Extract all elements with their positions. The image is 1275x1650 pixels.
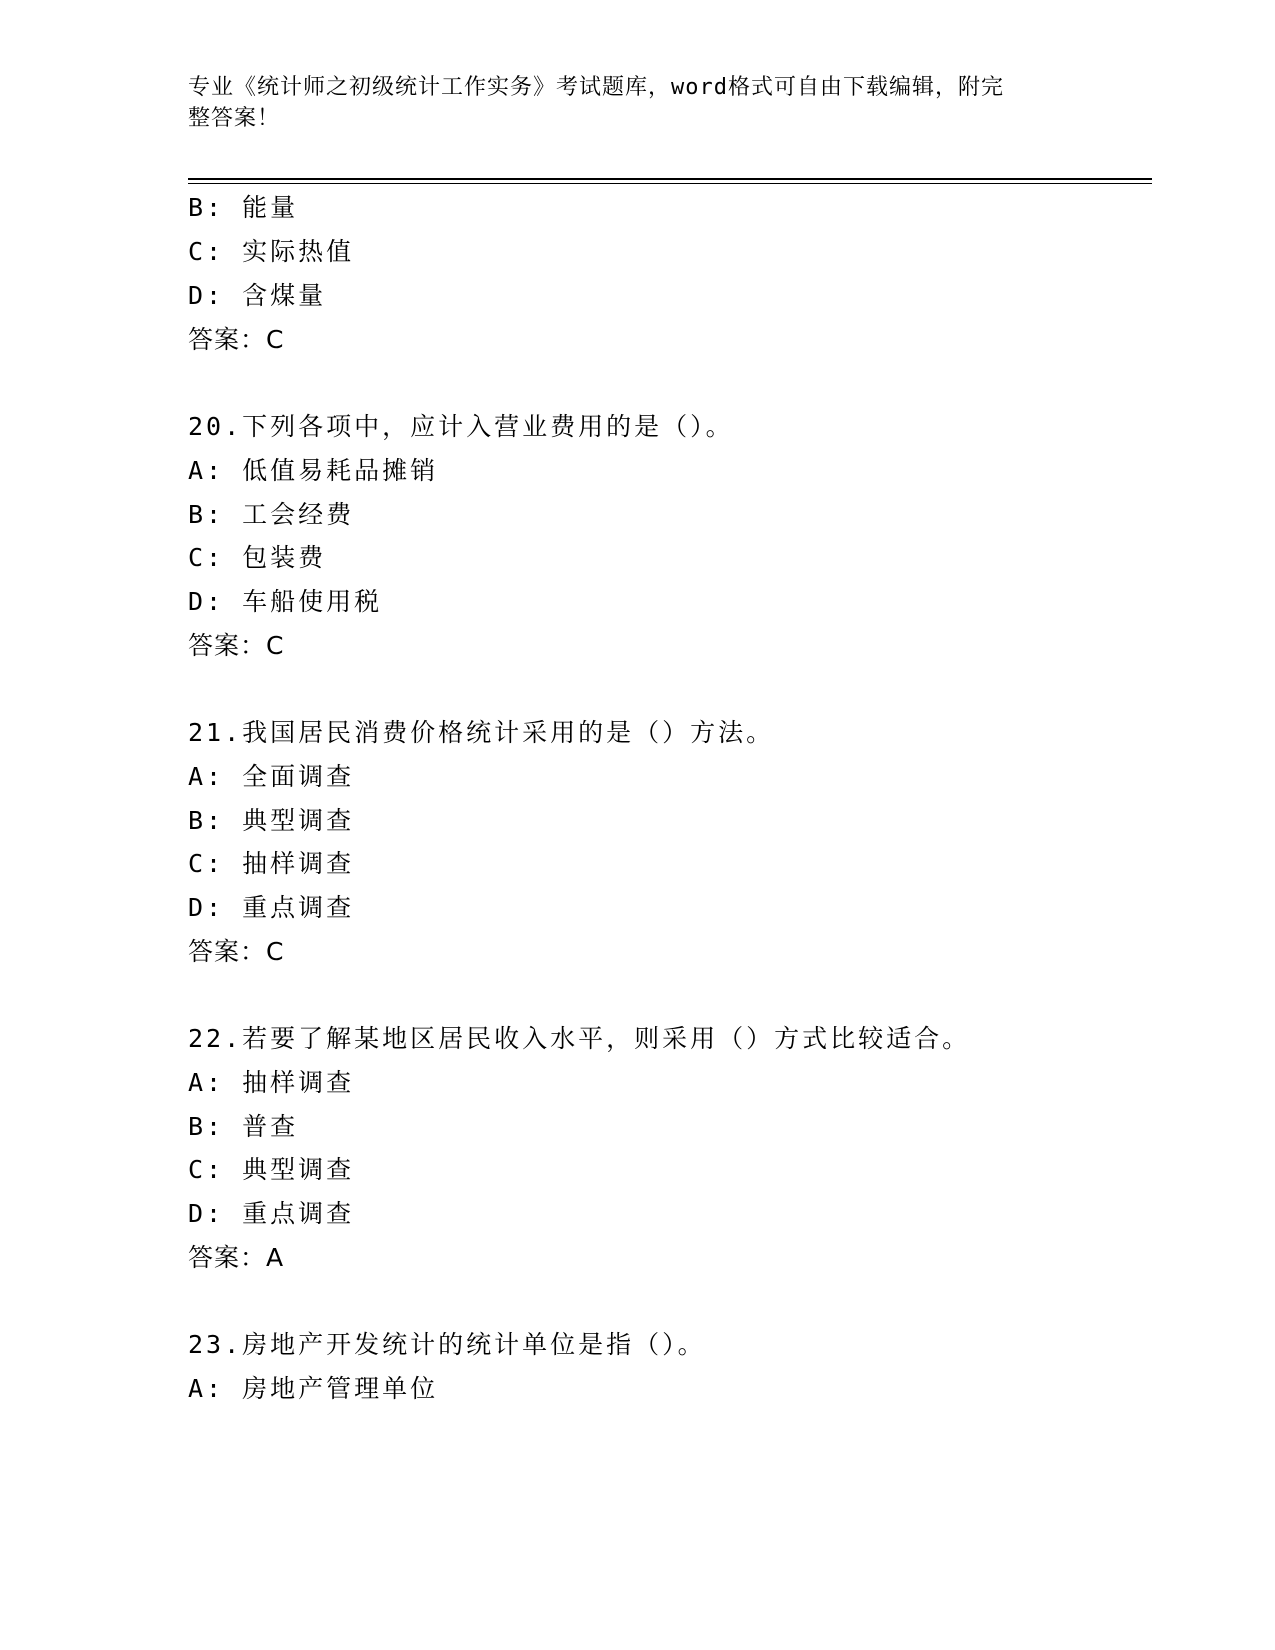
q22-option-a: A: 抽样调查 <box>188 1068 355 1097</box>
q20-option-a: A: 低值易耗品摊销 <box>188 456 439 485</box>
header-line-1: 专业《统计师之初级统计工作实务》考试题库，word格式可自由下载编辑，附完 <box>188 75 1004 100</box>
q22-option-d: D: 重点调查 <box>188 1199 355 1228</box>
q20-option-c: C: 包装费 <box>188 543 327 572</box>
q19-answer: 答案：C <box>188 325 285 354</box>
q22-question: 22.若要了解某地区居民收入水平，则采用（）方式比较适合。 <box>188 1024 971 1053</box>
q21-option-d: D: 重点调查 <box>188 893 355 922</box>
q21-option-c: C: 抽样调查 <box>188 849 355 878</box>
q19-option-d: D: 含煤量 <box>188 281 327 310</box>
q21-option-b: B: 典型调查 <box>188 806 355 835</box>
header-line-2: 整答案！ <box>188 106 281 131</box>
q20-question: 20.下列各项中，应计入营业费用的是（）。 <box>188 412 734 441</box>
q20-answer: 答案：C <box>188 631 285 660</box>
q20-option-d: D: 车船使用税 <box>188 587 383 616</box>
q23-option-a: A: 房地产管理单位 <box>188 1374 439 1403</box>
q21-answer: 答案：C <box>188 937 285 966</box>
document-header <box>188 72 1068 134</box>
q21-question: 21.我国居民消费价格统计采用的是（）方法。 <box>188 718 775 747</box>
q23-question: 23.房地产开发统计的统计单位是指（）。 <box>188 1330 706 1359</box>
q22-option-b: B: 普查 <box>188 1112 299 1141</box>
q21-option-a: A: 全面调查 <box>188 762 355 791</box>
q20-option-b: B: 工会经费 <box>188 500 355 529</box>
q22-answer: 答案：A <box>188 1243 285 1272</box>
q19-option-b: B: 能量 <box>188 193 299 222</box>
header-divider-thin <box>188 183 1152 184</box>
q22-option-c: C: 典型调查 <box>188 1155 355 1184</box>
q19-option-c: C: 实际热值 <box>188 237 355 266</box>
header-divider-thick <box>188 178 1152 180</box>
